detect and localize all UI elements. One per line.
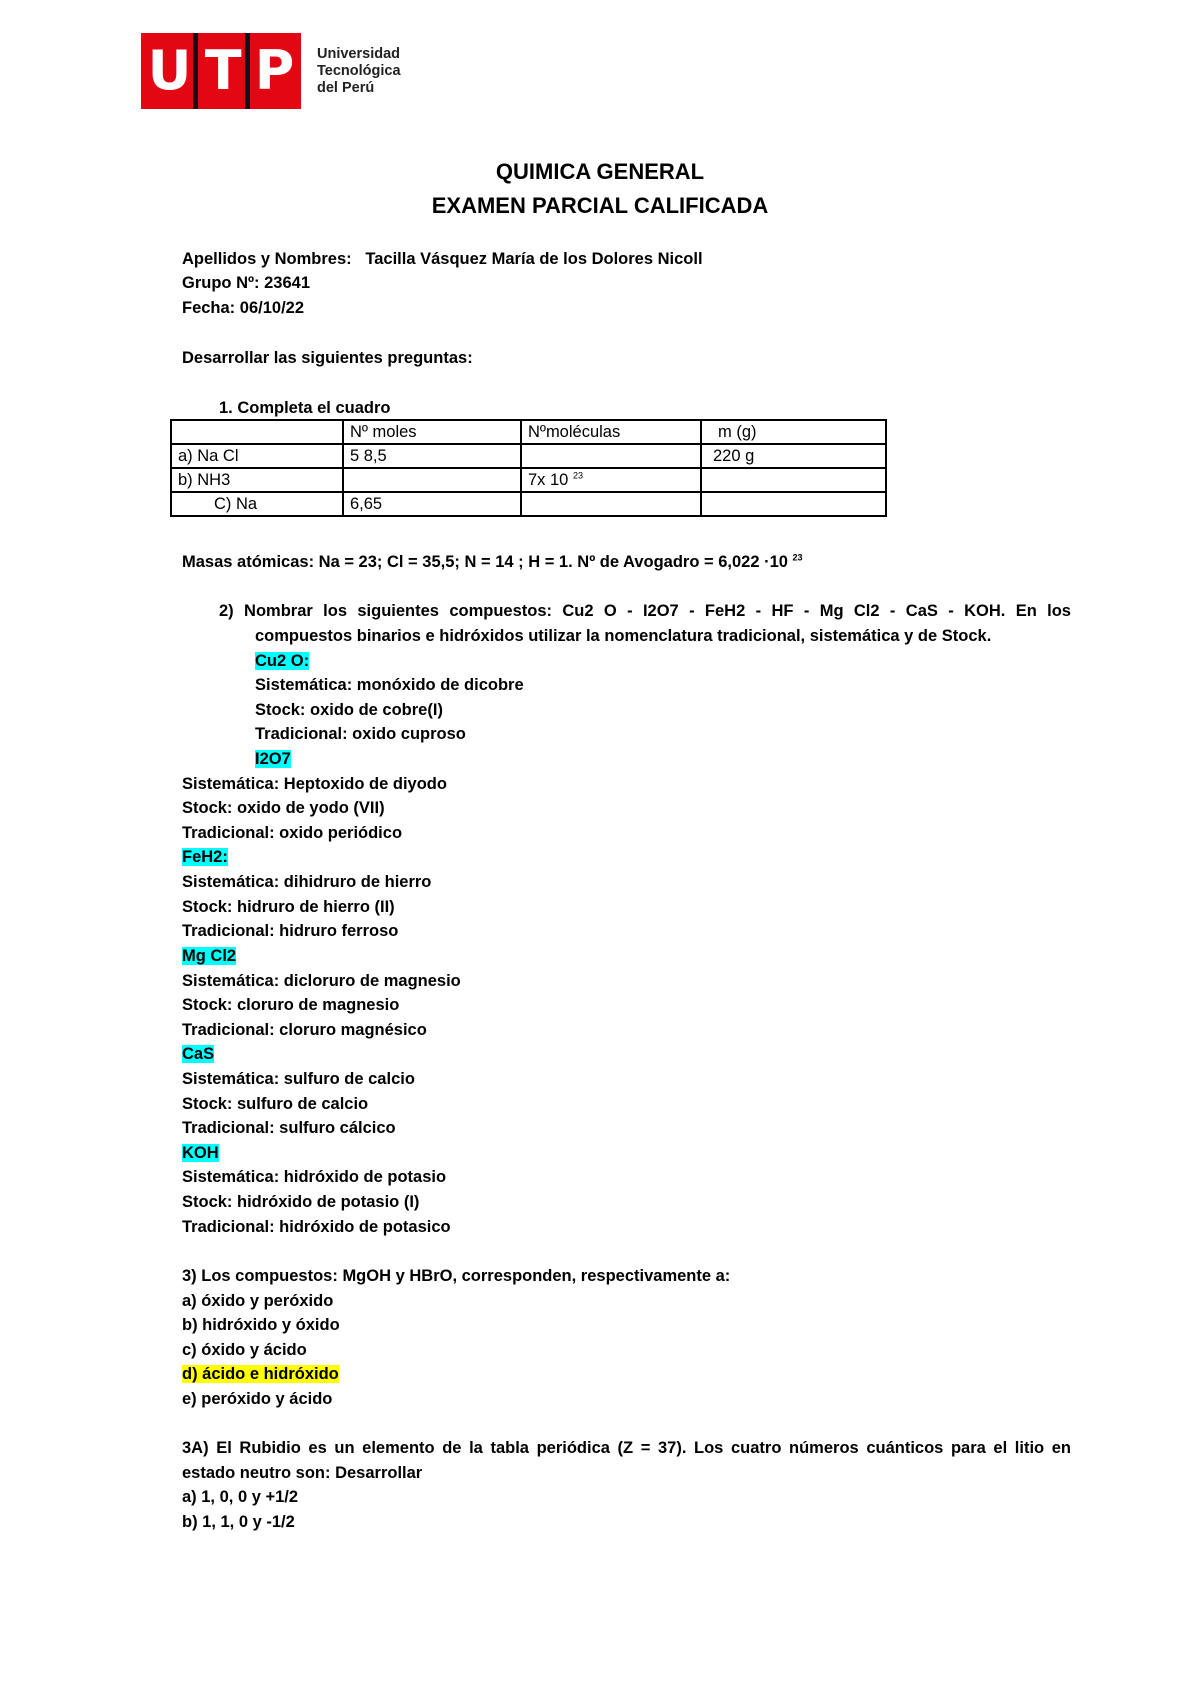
utp-logo-mark [141, 33, 301, 109]
table-header-row [171, 420, 886, 444]
student-name: Apellidos y Nombres: Tacilla Vásquez María de los Dolores Nicoll [182, 250, 703, 268]
university-name: Universidad Tecnológica del Perú [317, 45, 401, 96]
table-cell: 220 g [701, 444, 886, 468]
table-cell: 6,65 [343, 492, 521, 516]
table-cell: 7x 10 $^{23}$ [521, 468, 701, 492]
compound-tradicional: Tradicional: hidruro ferroso [182, 922, 399, 940]
q3a-question-line2: estado neutro son: Desarrollar [182, 1464, 423, 1482]
q1-title: 1. Completa el cuadro [219, 399, 391, 417]
q3-option-e: e) peróxido y ácido [182, 1390, 333, 1408]
compound-sistematica: Sistemática: hidróxido de potasio [182, 1168, 447, 1186]
compound-formula: KOH [182, 1144, 219, 1162]
table-cell: a) Na Cl [171, 444, 343, 468]
student-group: Grupo Nº: 23641 [182, 274, 310, 292]
table-cell: b) NH3 [171, 468, 343, 492]
q3-option-b: b) hidróxido y óxido [182, 1316, 340, 1334]
table-cell [701, 492, 886, 516]
table-cell: C) Na [171, 492, 343, 516]
compound-stock: Stock: cloruro de magnesio [182, 996, 400, 1014]
table-cell [343, 468, 521, 492]
compound-sistematica: Sistemática: dihidruro de hierro [182, 873, 432, 891]
logo-letter-p: P [254, 39, 295, 102]
q3-option-d-selected: d) ácido e hidróxido [182, 1365, 339, 1383]
table-row [171, 468, 886, 492]
table-cell: 5 8,5 [343, 444, 521, 468]
compound-sistematica: Sistemática: Heptoxido de diyodo [182, 775, 447, 793]
table-row [171, 492, 886, 516]
table-header: Nº moles [343, 420, 521, 444]
table-cell [521, 444, 701, 468]
q3-option-a: a) óxido y peróxido [182, 1292, 334, 1310]
compound-sistematica: Sistemática: sulfuro de calcio [182, 1070, 415, 1088]
compound-stock: Stock: oxido de yodo (VII) [182, 799, 385, 817]
compound-formula: Mg Cl2 [182, 947, 237, 965]
compound-tradicional: Tradicional: oxido cuproso [255, 725, 466, 743]
atomic-masses: Masas atómicas: Na = 23; Cl = 35,5; N = 14 ; H = 1. Nº de Avogadro = 6,022 ·10 $^{23}$ [182, 552, 803, 571]
compound-formula: CaS [182, 1045, 215, 1063]
table-row [171, 444, 886, 468]
compound-stock: Stock: oxido de cobre(I) [255, 701, 443, 719]
q3a-question-line1: 3A) El Rubidio es un elemento de la tabla periódica (Z = 37). Los cuatro números cuánticos para el litio en [182, 1439, 1071, 1457]
q1-table [170, 419, 887, 517]
table-cell [701, 468, 886, 492]
compound-formula: I2O7 [255, 750, 291, 768]
table-header: Nºmoléculas [521, 420, 701, 444]
compound-stock: Stock: hidróxido de potasio (I) [182, 1193, 420, 1211]
logo-letter-u: U [147, 39, 192, 102]
q3-option-c: c) óxido y ácido [182, 1341, 307, 1359]
q3a-option-a: a) 1, 0, 0 y +1/2 [182, 1488, 299, 1506]
logo-letter-t: T [204, 39, 242, 102]
q2-question-line1: 2) Nombrar los siguientes compuestos: Cu2 O - I2O7 - FeH2 - HF - Mg Cl2 - CaS - KOH. En los [219, 602, 1071, 620]
compound-tradicional: Tradicional: oxido periódico [182, 824, 403, 842]
compound-sistematica: Sistemática: dicloruro de magnesio [182, 972, 461, 990]
q3a-option-b: b) 1, 1, 0 y -1/2 [182, 1513, 295, 1531]
compound-stock: Stock: sulfuro de calcio [182, 1095, 369, 1113]
utp-logo [141, 33, 417, 109]
exam-date: Fecha: 06/10/22 [182, 299, 305, 317]
compound-formula: FeH2: [182, 848, 228, 866]
instructions: Desarrollar las siguientes preguntas: [182, 349, 473, 367]
compound-stock: Stock: hidruro de hierro (II) [182, 898, 395, 916]
table-cell [521, 492, 701, 516]
table-cell [171, 420, 343, 444]
compound-tradicional: Tradicional: cloruro magnésico [182, 1021, 427, 1039]
exam-title: EXAMEN PARCIAL CALIFICADA [431, 193, 769, 218]
compound-tradicional: Tradicional: sulfuro cálcico [182, 1119, 396, 1137]
compound-tradicional: Tradicional: hidróxido de potasico [182, 1218, 451, 1236]
compound-formula: Cu2 O: [255, 652, 310, 670]
table-header: m (g) [701, 420, 886, 444]
q2-question-line2: compuestos binarios e hidróxidos utilizar la nomenclatura tradicional, sistemática y de Stock. [255, 627, 992, 645]
q3-question: 3) Los compuestos: MgOH y HBrO, corresponden, respectivamente a: [182, 1267, 731, 1285]
compound-sistematica: Sistemática: monóxido de dicobre [255, 676, 524, 694]
course-title: QUIMICA GENERAL [495, 159, 705, 184]
